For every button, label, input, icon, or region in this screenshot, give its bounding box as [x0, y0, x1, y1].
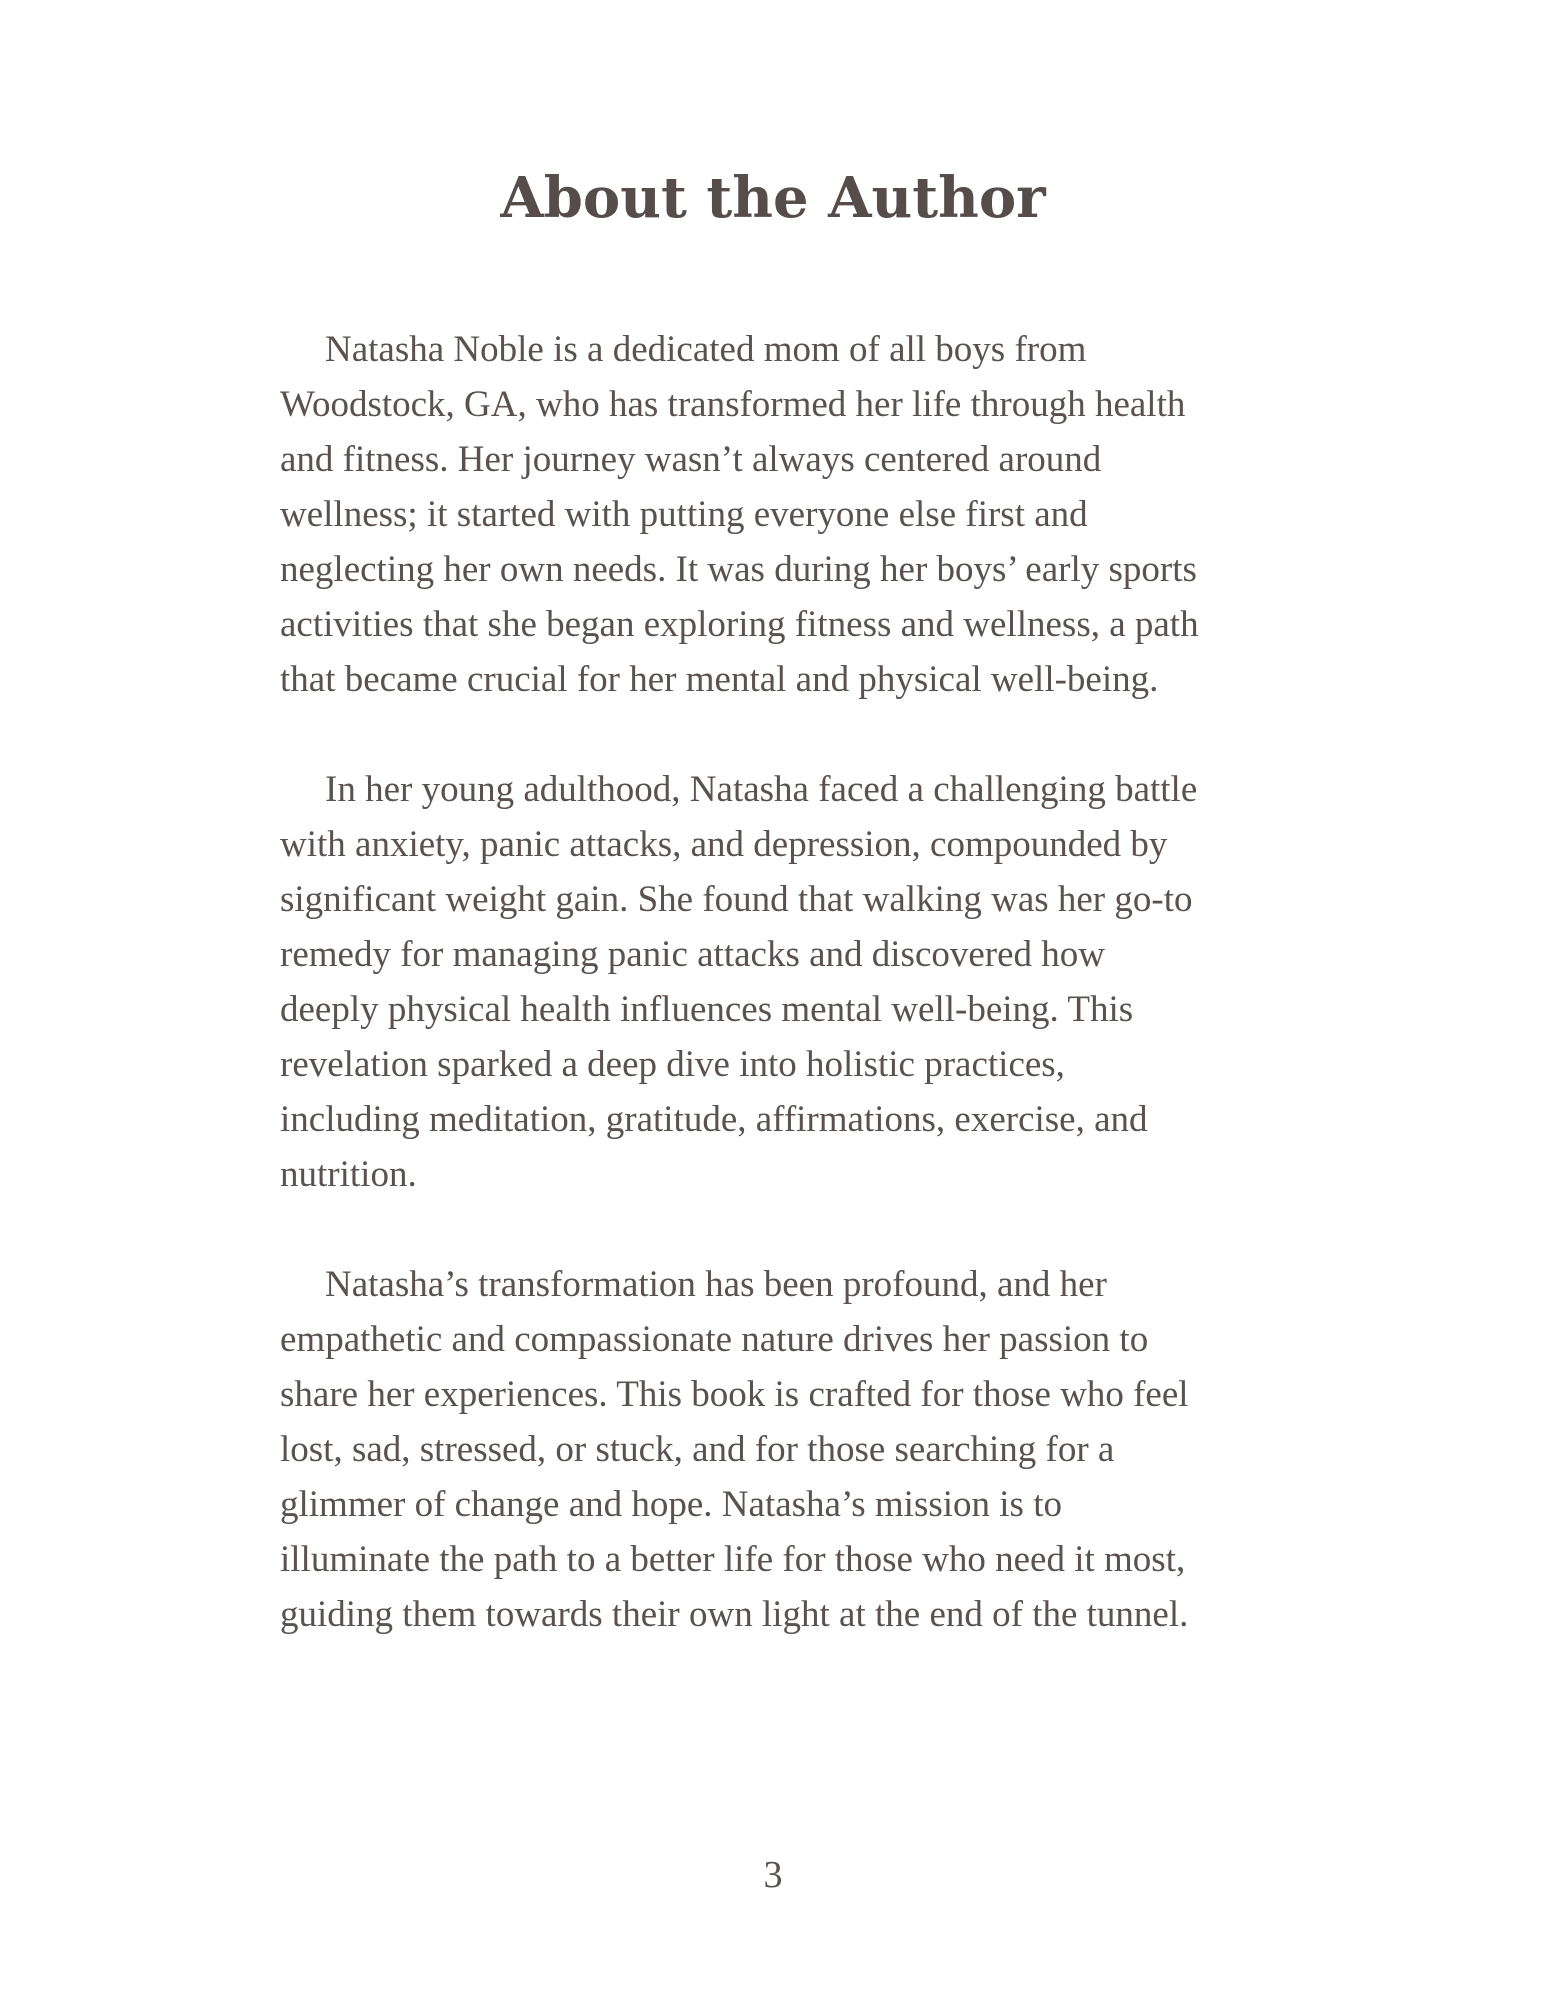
paragraph-3	[280, 1257, 1280, 1642]
page-number: 3	[763, 1854, 783, 1896]
paragraph-line: including meditation, gratitude, affirmations, exercise, and	[280, 1099, 1148, 1140]
paragraph-line: nutrition.	[280, 1154, 417, 1195]
paragraph-line: In her young adulthood, Natasha faced a challenging battle	[325, 769, 1198, 810]
paragraph-line: lost, sad, stressed, or stuck, and for those searching for a	[280, 1429, 1115, 1470]
paragraph-line: neglecting her own needs. It was during her boys’ early sports	[280, 549, 1197, 590]
paragraph-line: Natasha’s transformation has been profound, and her	[325, 1264, 1107, 1305]
paragraph-line: guiding them towards their own light at the end of the tunnel.	[280, 1594, 1189, 1635]
paragraph-line: deeply physical health influences mental well-being. This	[280, 989, 1134, 1030]
paragraph-line: Woodstock, GA, who has transformed her life through health	[280, 384, 1186, 425]
paragraph-line: revelation sparked a deep dive into holistic practices,	[280, 1044, 1065, 1085]
paragraph-line: illuminate the path to a better life for those who need it most,	[280, 1539, 1186, 1580]
paragraph-line: significant weight gain. She found that walking was her go-to	[280, 879, 1193, 920]
paragraph-line: glimmer of change and hope. Natasha’s mission is to	[280, 1484, 1062, 1525]
body-text	[280, 322, 1280, 1697]
paragraph-line: with anxiety, panic attacks, and depression, compounded by	[280, 824, 1168, 865]
paragraph-line: share her experiences. This book is crafted for those who feel	[280, 1374, 1189, 1415]
paragraph-line: that became crucial for her mental and physical well-being.	[280, 659, 1159, 700]
paragraph-1	[280, 322, 1280, 707]
paragraph-line: activities that she began exploring fitness and wellness, a path	[280, 604, 1199, 645]
paragraph-line: and fitness. Her journey wasn’t always centered around	[280, 439, 1102, 480]
paragraph-line: wellness; it started with putting everyone else first and	[280, 494, 1088, 535]
paragraph-line: empathetic and compassionate nature drives her passion to	[280, 1319, 1149, 1360]
page-title: About the Author	[500, 165, 1046, 231]
paragraph-line: Natasha Noble is a dedicated mom of all boys from	[325, 329, 1087, 370]
paragraph-2	[280, 762, 1280, 1202]
paragraph-line: remedy for managing panic attacks and discovered how	[280, 934, 1106, 975]
